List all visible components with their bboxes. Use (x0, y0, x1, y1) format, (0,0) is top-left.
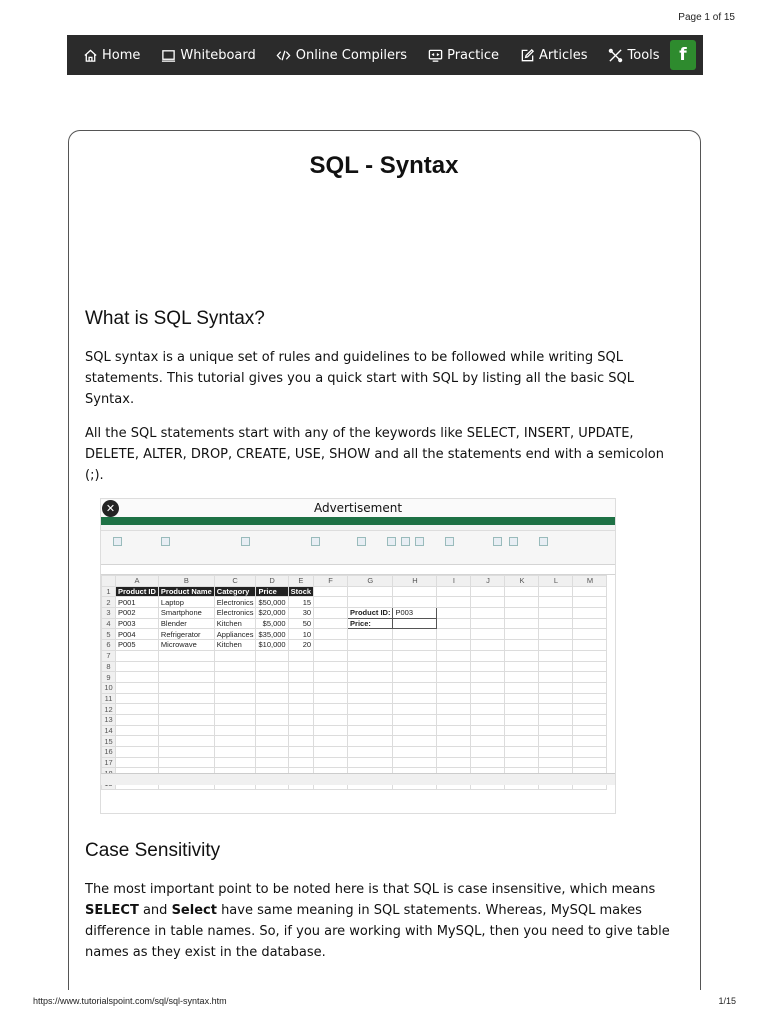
advertisement-header (101, 499, 615, 517)
monitor-icon (427, 47, 443, 63)
table-row: 8 (102, 661, 607, 672)
table-row: 9 (102, 672, 607, 683)
table-row: 7 (102, 650, 607, 661)
spreadsheet-titlebar (101, 517, 615, 525)
page-indicator: Page 1 of 15 (678, 12, 735, 23)
table-row: 6 P005 Microwave Kitchen $10,000 20 (102, 640, 607, 651)
table-row: 12 (102, 704, 607, 715)
table-row: 14 (102, 725, 607, 736)
table-row: 3 P002 Smartphone Electronics $20,000 30 Product ID: P003 (102, 608, 607, 619)
table-row: 17 (102, 757, 607, 768)
close-icon[interactable]: ✕ (102, 500, 119, 517)
section-heading-syntax: What is SQL Syntax? (85, 308, 265, 329)
lookup-label-price: Price: (348, 618, 393, 629)
advertisement[interactable] (100, 498, 616, 814)
nav-articles[interactable] (519, 47, 587, 63)
spreadsheet-formula-bar (101, 565, 615, 575)
nav-home[interactable] (82, 47, 140, 63)
nav-online-compilers[interactable] (276, 47, 407, 63)
lookup-value-product-id: P003 (393, 608, 437, 619)
spreadsheet-table (101, 575, 607, 790)
nav-whiteboard-label: Whiteboard (180, 47, 256, 63)
footer-url: https://www.tutorialspoint.com/sql/sql-syntax.htm (33, 996, 227, 1006)
table-row: 16 (102, 747, 607, 758)
nav-articles-label: Articles (539, 47, 588, 63)
footer-page-number: 1/15 (718, 996, 736, 1006)
nav-online-compilers-label: Online Compilers (295, 47, 408, 63)
edit-icon (519, 47, 535, 63)
spreadsheet-sheet-tabs (101, 773, 615, 785)
page-title: SQL - Syntax (309, 152, 459, 179)
nav-tools[interactable] (608, 47, 660, 63)
facebook-icon: f (670, 40, 696, 70)
table-row: 2 P001 Laptop Electronics $50,000 15 (102, 597, 607, 608)
lookup-label-product-id: Product ID: (348, 608, 393, 619)
facebook-button[interactable] (663, 39, 703, 71)
syntax-paragraph-2: All the SQL statements start with any of the keywords like SELECT, INSERT, UPDATE, DELETE, ALTER, DROP, CREATE, USE, SHOW and all the statements end with a semicolon (;). (85, 426, 664, 483)
whiteboard-icon (160, 47, 176, 63)
table-row: 13 (102, 714, 607, 725)
case-sensitivity-paragraph: The most important point to be noted here is that SQL is case insensitive, which means SELECT and Select have same meaning in SQL statements. Whereas, MySQL makes difference in table names. So, if you are working with MySQL, then you need to give table names as they exist in the database. (85, 882, 670, 960)
top-navbar (67, 35, 703, 75)
table-row: 11 (102, 693, 607, 704)
home-icon (82, 47, 98, 63)
nav-tools-label: Tools (627, 47, 660, 63)
table-row: 4 P003 Blender Kitchen $5,000 50 Price: (102, 618, 607, 629)
spreadsheet-ribbon (101, 531, 615, 565)
table-row: 10 (102, 682, 607, 693)
syntax-paragraph-1: SQL syntax is a unique set of rules and guidelines to be followed while writing SQL statements. This tutorial gives you a quick start with SQL by listing all the basic SQL Syntax. (85, 350, 634, 407)
nav-practice-label: Practice (447, 47, 500, 63)
nav-whiteboard[interactable] (160, 47, 255, 63)
spreadsheet-grid (101, 575, 615, 785)
nav-practice[interactable] (427, 47, 499, 63)
tools-icon (608, 47, 624, 63)
section-heading-case-sensitivity: Case Sensitivity (85, 840, 221, 861)
column-header-row: A B C D E F G H I J K L M (102, 576, 607, 587)
table-row: 5 P004 Refrigerator Appliances $35,000 10 (102, 629, 607, 640)
nav-home-label: Home (102, 47, 141, 63)
table-row: 15 (102, 736, 607, 747)
code-icon (276, 47, 292, 63)
table-row: 1 Product ID Product Name Category Price Stock (102, 586, 607, 597)
advertisement-label: Advertisement (313, 501, 403, 515)
